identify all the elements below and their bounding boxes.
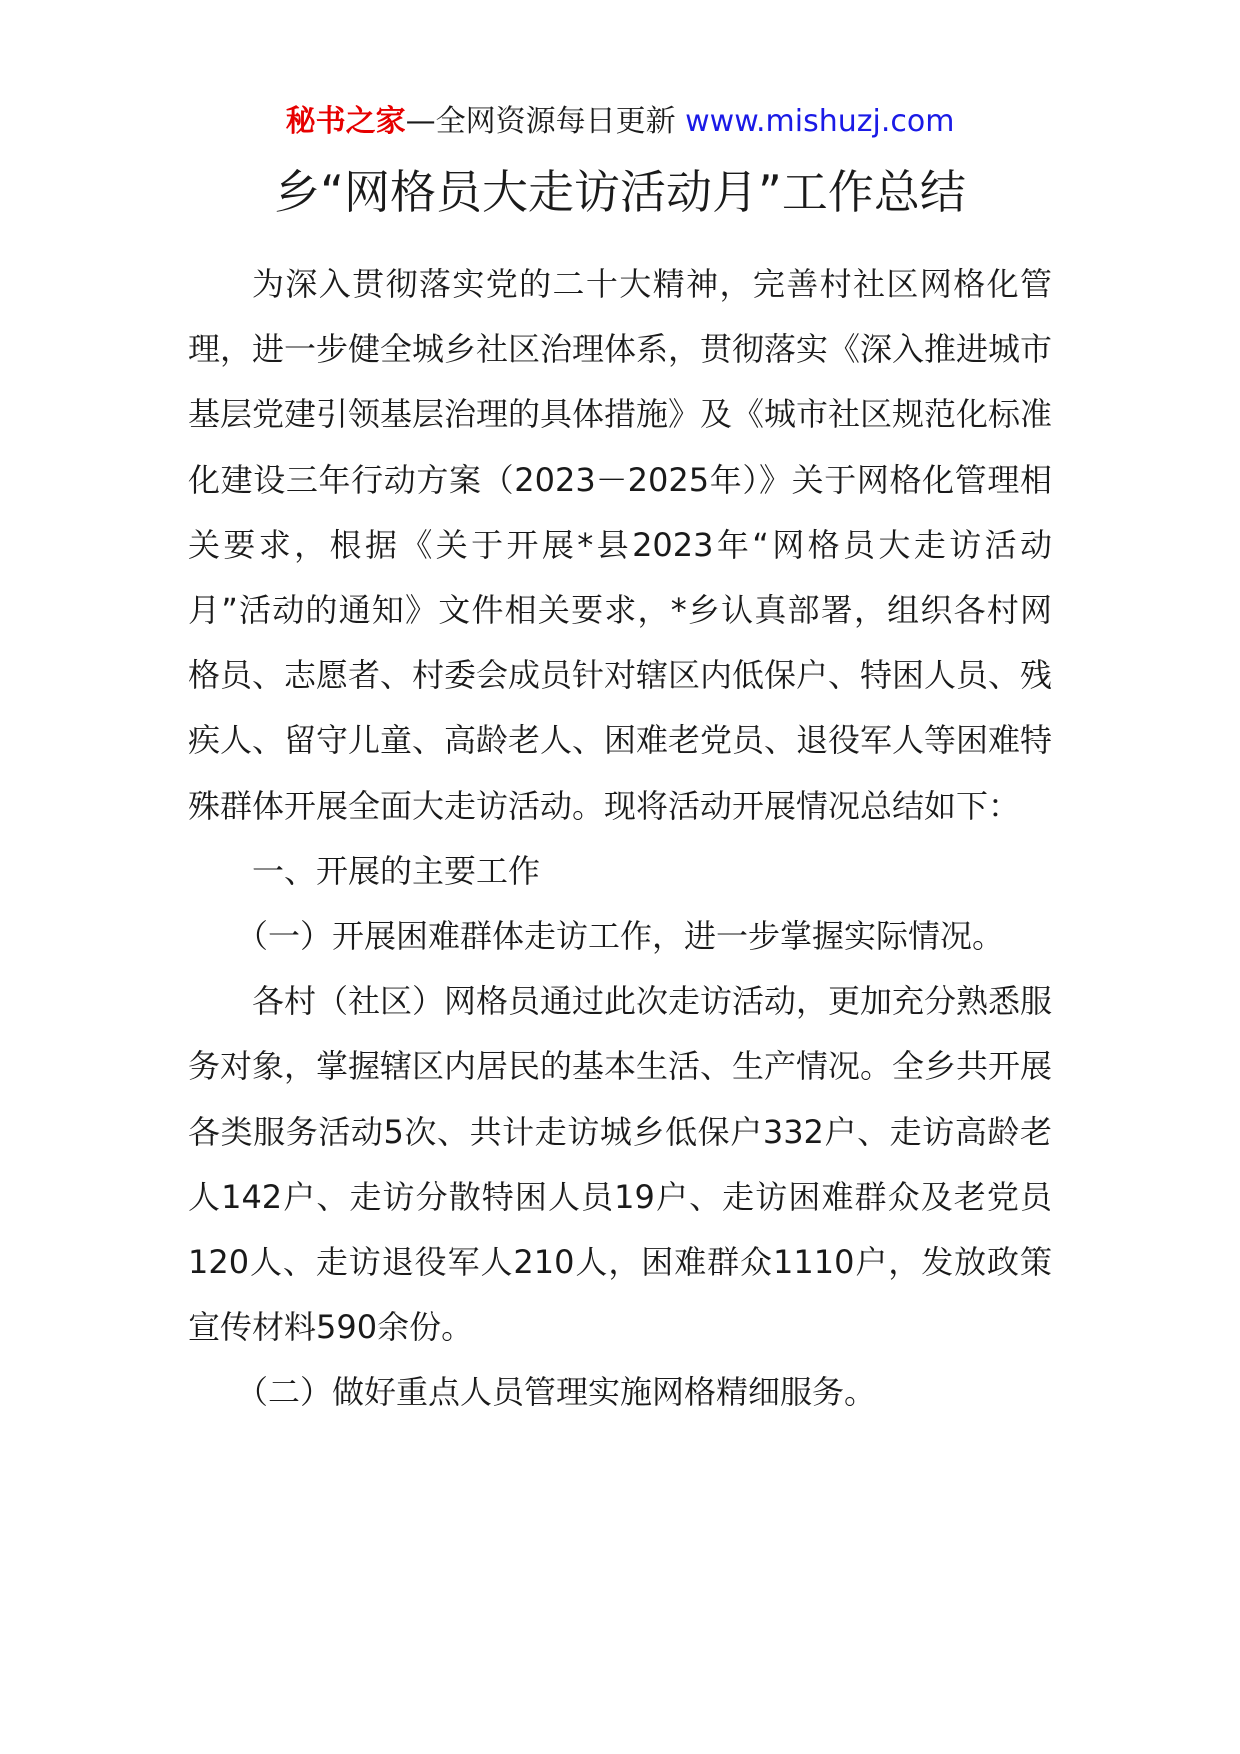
document-title: 乡“网格员大走访活动月”工作总结: [274, 165, 966, 219]
subsection-heading: （二）做好重点人员管理实施网格精细服务。: [236, 1373, 877, 1412]
body-paragraph: 各村（社区）网格员通过此次走访活动，更加充分熟悉服务对象，掌握辖区内居民的基本生活、生产情况。全乡共开展各类服务活动5次、共计走访城乡低保户332户、走访高龄老人142户、走访分散特困人员19户、走访困难群众及老党员120人、走访退役军人210人，困难群众1110户，发放政策宣传材料590余份。: [188, 982, 1053, 1347]
subsection-heading: （一）开展困难群体走访工作，进一步掌握实际情况。: [236, 917, 1005, 956]
header-slogan: —全网资源每日更新: [405, 104, 676, 139]
brand-name: 秘书之家: [285, 104, 406, 139]
document-body: [188, 252, 1052, 1426]
site-header: [0, 102, 1240, 142]
intro-paragraph: 为深入贯彻落实党的二十大精神，完善村社区网格化管理，进一步健全城乡社区治理体系，贯彻落实《深入推进城市基层党建引领基层治理的具体措施》及《城市社区规范化标准化建设三年行动方案（2023－2025年）》关于网格化管理相关要求，根据《关于开展*县2023年“网格员大走访活动月”活动的通知》文件相关要求，*乡认真部署，组织各村网格员、志愿者、村委会成员针对辖区内低保户、特困人员、残疾人、留守儿童、高龄老人、困难老党员、退役军人等困难特殊群体开展全面大走访活动。现将活动开展情况总结如下：: [188, 265, 1053, 825]
site-url-link[interactable]: www.mishuzj.com: [685, 104, 955, 139]
section-heading: 一、开展的主要工作: [252, 851, 541, 890]
